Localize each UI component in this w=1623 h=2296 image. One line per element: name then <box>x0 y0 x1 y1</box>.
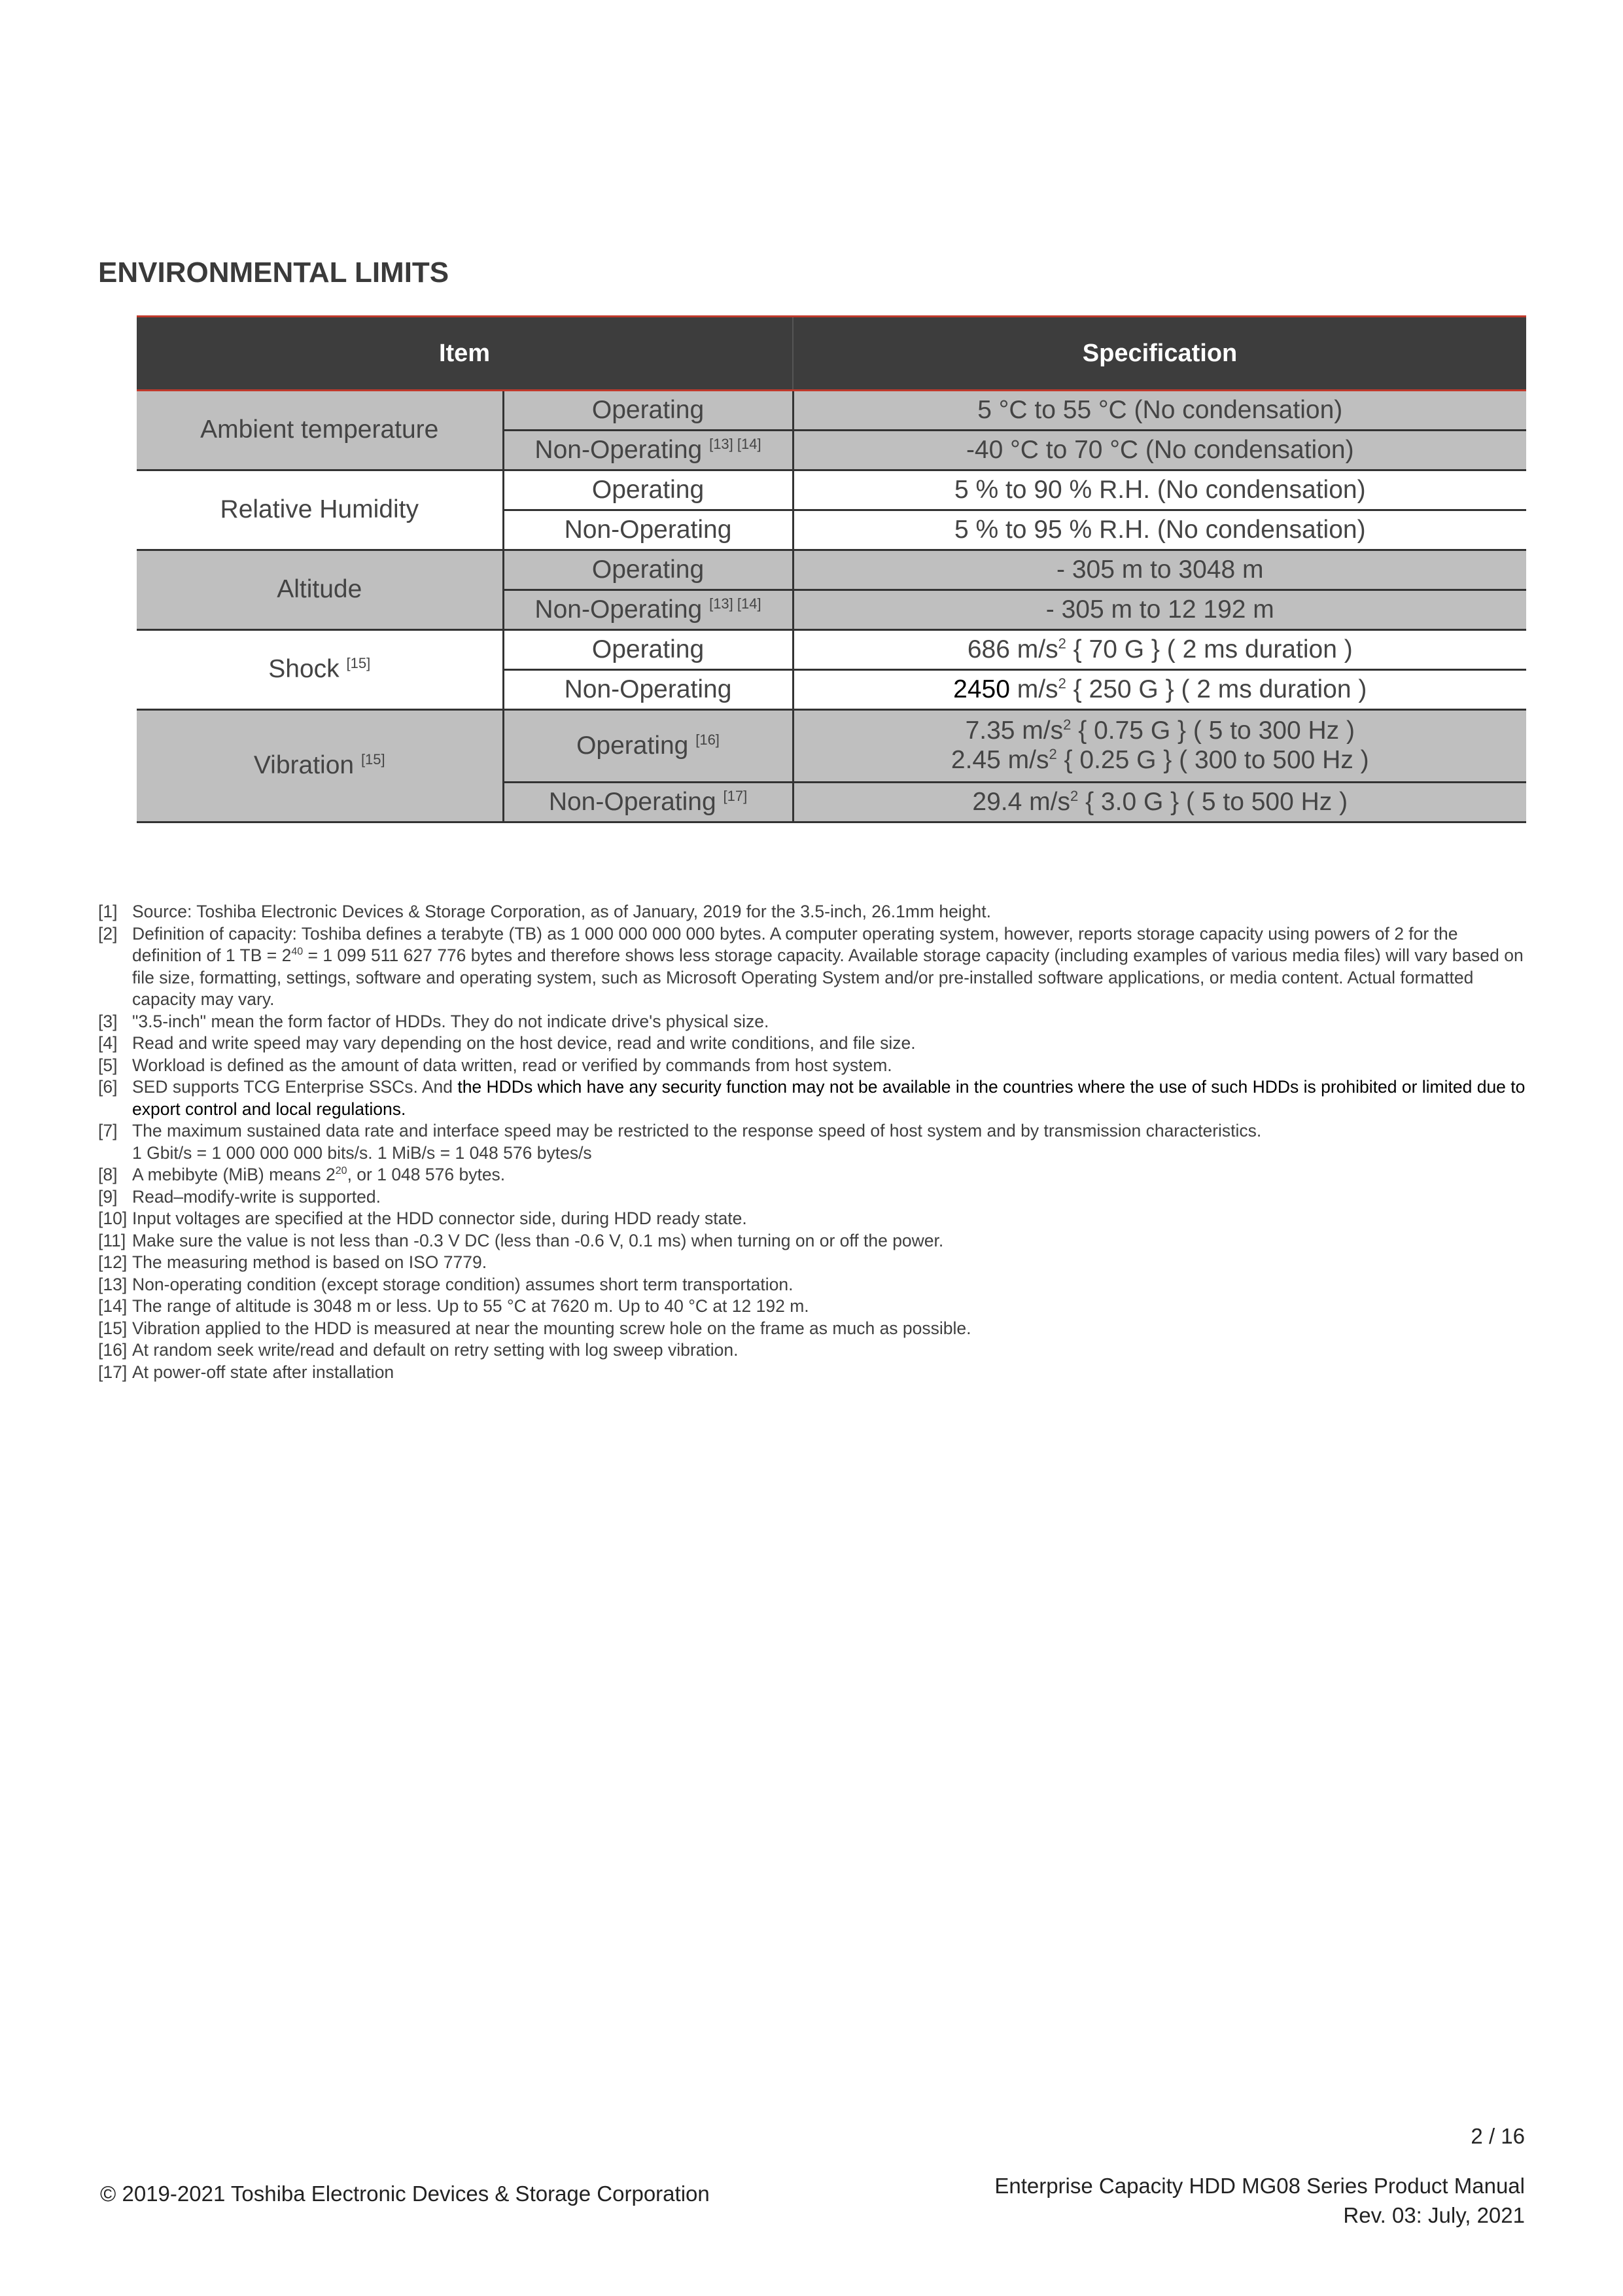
footnote-number: [12] <box>98 1252 128 1272</box>
condition-cell <box>503 391 793 431</box>
footnote-ref: [15] <box>360 751 385 768</box>
item-altitude <box>137 550 503 630</box>
item-label: Relative Humidity <box>220 495 419 524</box>
spec-exponent: 2 <box>1063 716 1072 733</box>
footnote-exponent: 20 <box>335 1165 347 1176</box>
footnote-text: Source: Toshiba Electronic Devices & Storage Corporation, as of January, 2019 for the 3.5-inch, 26.1mm height. <box>132 902 991 921</box>
footnote-number: [7] <box>98 1121 118 1140</box>
spec-value: 29.4 m/s <box>972 787 1070 816</box>
footnote <box>98 1274 1531 1296</box>
spec-cell <box>793 710 1526 783</box>
table-row <box>137 391 1526 431</box>
item-label: Shock <box>268 655 340 684</box>
spec-line <box>794 716 1527 746</box>
footnote-text-part: , or 1 048 576 bytes. <box>347 1165 506 1184</box>
footnote-text-part: Definition of capacity: Toshiba defines a terabyte (TB) as 1 000 000 000 000 bytes. A computer operating system, however, reports storage capacity using powers of 2 for the definition of 1 TB = 2 <box>132 923 1458 965</box>
footnote-text-part: A mebibyte (MiB) means 2 <box>132 1165 336 1184</box>
spec-value: 2450 <box>953 675 1010 703</box>
spec-exponent: 2 <box>1058 635 1066 652</box>
condition-cell <box>503 670 793 710</box>
spec-cell <box>793 783 1526 822</box>
spec-unit: m/s <box>1009 635 1058 663</box>
footnote-ref: [13] [14] <box>709 595 761 612</box>
manual-revision: Rev. 03: July, 2021 <box>1343 2203 1525 2227</box>
footnote-number: [10] <box>98 1209 128 1228</box>
condition-cell <box>503 710 793 783</box>
table-row <box>137 710 1526 783</box>
footnote-text <box>132 1076 1531 1120</box>
environmental-limits-table <box>137 315 1526 823</box>
footnote-text: Make sure the value is not less than -0.3 V DC (less than -0.6 V, 0.1 ms) when turning on or off the power. <box>132 1230 944 1250</box>
footnote-text: At random seek write/read and default on retry setting with log sweep vibration. <box>132 1340 739 1360</box>
spec-rest: { 70 G } ( 2 ms duration ) <box>1066 635 1353 663</box>
condition-label: Non-Operating <box>534 435 703 464</box>
footnotes <box>98 901 1531 1383</box>
spec-rest: { 250 G } ( 2 ms duration ) <box>1066 675 1367 703</box>
footnote-text: Input voltages are specified at the HDD connector side, during HDD ready state. <box>132 1209 747 1228</box>
footnote <box>98 1076 1531 1120</box>
footnote <box>98 1362 1531 1384</box>
footnote-text-part: the HDDs which have any security function may not be available in the countries where the use of such HDDs is prohibited or limited due to export control and local regulations. <box>132 1077 1526 1119</box>
condition-cell <box>503 431 793 470</box>
page-number: 2 / 16 <box>1471 2124 1525 2148</box>
item-label: Altitude <box>277 575 362 604</box>
footnote-text-part: The maximum sustained data rate and interface speed may be restricted to the response speed of host system and by transmission characteristics. <box>132 1121 1262 1140</box>
spec-cell <box>793 630 1526 670</box>
footnote-exponent: 40 <box>291 946 304 957</box>
header-specification: Specification <box>793 317 1526 391</box>
footnote-text-part: 1 Gbit/s = 1 000 000 000 bits/s. 1 MiB/s = 1 048 576 bytes/s <box>132 1142 592 1163</box>
spec-cell: 5 % to 90 % R.H. (No condensation) <box>793 470 1526 510</box>
footnote <box>98 1033 1531 1055</box>
spec-cell: 5 °C to 55 °C (No condensation) <box>793 391 1526 431</box>
footnote-number: [16] <box>98 1340 128 1360</box>
condition-label: Operating <box>591 555 705 584</box>
table-header-row <box>137 317 1526 391</box>
footnote <box>98 1164 1531 1186</box>
footnote <box>98 1339 1531 1362</box>
footnote <box>98 1055 1531 1077</box>
condition-label: Non-Operating <box>564 675 732 703</box>
table-row <box>137 630 1526 670</box>
footnote-text: The range of altitude is 3048 m or less. Up to 55 °C at 7620 m. Up to 40 °C at 12 192 m. <box>132 1296 809 1316</box>
condition-label: Non-Operating <box>564 515 732 544</box>
footnote <box>98 1252 1531 1274</box>
condition-label: Non-Operating <box>548 787 716 816</box>
footnote-text-part: SED supports TCG Enterprise SSCs. And <box>132 1077 458 1097</box>
table-row <box>137 550 1526 590</box>
footnote-number: [14] <box>98 1296 128 1316</box>
footnote-text: At power-off state after installation <box>132 1362 394 1382</box>
condition-label: Operating <box>591 635 705 663</box>
footnote <box>98 1186 1531 1209</box>
footnote-number: [1] <box>98 902 118 921</box>
spec-cell: - 305 m to 3048 m <box>793 550 1526 590</box>
footnote-number: [2] <box>98 923 118 944</box>
footnote-number: [5] <box>98 1055 118 1075</box>
item-vibration <box>137 710 503 822</box>
footnote <box>98 1318 1531 1340</box>
footnote-text: Vibration applied to the HDD is measured at near the mounting screw hole on the frame as much as possible. <box>132 1318 971 1338</box>
spec-cell: - 305 m to 12 192 m <box>793 590 1526 630</box>
footnote <box>98 1296 1531 1318</box>
footnote-number: [13] <box>98 1274 128 1294</box>
footnote-text: Non-operating condition (except storage condition) assumes short term transportation. <box>132 1274 794 1294</box>
condition-label: Operating <box>591 395 705 424</box>
spec-value: 686 <box>967 635 1010 663</box>
condition-cell <box>503 590 793 630</box>
condition-cell <box>503 630 793 670</box>
footnote <box>98 1120 1531 1164</box>
footnote <box>98 923 1531 1011</box>
footnote <box>98 1230 1531 1252</box>
footnote-text <box>132 1120 1531 1164</box>
copyright-notice: © 2019-2021 Toshiba Electronic Devices & Storage Corporation <box>100 2181 710 2206</box>
footnote-text: The measuring method is based on ISO 7779. <box>132 1252 487 1272</box>
footnote-ref: [13] [14] <box>709 435 761 452</box>
spec-cell <box>793 670 1526 710</box>
manual-title: Enterprise Capacity HDD MG08 Series Product Manual <box>994 2174 1525 2198</box>
footnote-number: [11] <box>98 1230 126 1250</box>
footnote-number: [3] <box>98 1011 118 1031</box>
section-title: ENVIRONMENTAL LIMITS <box>98 256 449 289</box>
spec-value: 2.45 m/s <box>951 746 1049 774</box>
condition-cell <box>503 550 793 590</box>
footnote-number: [8] <box>98 1165 118 1184</box>
footnote <box>98 901 1531 923</box>
footnote-text-part: = 1 099 511 627 776 bytes and therefore shows less storage capacity. Available storage capacity (including examples of various media files) will vary based on file size, formatting, settings, software and operating system, such as Microsoft Operating System and/or pre-installed software applications, or media content. Actual formatted capacity may vary. <box>132 945 1524 1009</box>
spec-rest: { 0.25 G } ( 300 to 500 Hz ) <box>1056 746 1369 774</box>
spec-exponent: 2 <box>1049 746 1057 762</box>
footnote-number: [6] <box>98 1077 118 1097</box>
footnote-number: [9] <box>98 1186 118 1207</box>
footnote-ref: [17] <box>723 787 748 804</box>
footnote-text: Read and write speed may vary depending on the host device, read and write conditions, and file size. <box>132 1033 916 1053</box>
footnote-text: "3.5-inch" mean the form factor of HDDs. They do not indicate drive's physical size. <box>132 1011 769 1031</box>
condition-label: Operating <box>576 731 689 760</box>
footnote-number: [17] <box>98 1362 128 1382</box>
item-relative-humidity <box>137 470 503 550</box>
table-row <box>137 470 1526 510</box>
spec-exponent: 2 <box>1070 787 1079 804</box>
footnote-ref: [15] <box>346 655 371 672</box>
spec-value: 7.35 m/s <box>965 716 1064 745</box>
footnote-text: Workload is defined as the amount of data written, read or verified by commands from host system. <box>132 1055 892 1075</box>
spec-exponent: 2 <box>1058 675 1066 692</box>
spec-rest: { 0.75 G } ( 5 to 300 Hz ) <box>1071 716 1355 745</box>
condition-cell <box>503 470 793 510</box>
footnote <box>98 1208 1531 1230</box>
condition-label: Operating <box>591 475 705 504</box>
footnote-ref: [16] <box>695 731 720 748</box>
footnote-text <box>132 1164 1531 1186</box>
item-label: Ambient temperature <box>200 415 439 444</box>
item-shock <box>137 630 503 710</box>
footnote-number: [4] <box>98 1033 118 1053</box>
condition-label: Non-Operating <box>534 595 703 624</box>
spec-unit: m/s <box>1009 675 1058 703</box>
spec-cell: -40 °C to 70 °C (No condensation) <box>793 431 1526 470</box>
condition-cell <box>503 783 793 822</box>
footnote <box>98 1011 1531 1033</box>
spec-cell: 5 % to 95 % R.H. (No condensation) <box>793 510 1526 550</box>
footnote-text <box>132 923 1531 1011</box>
item-ambient-temperature <box>137 391 503 470</box>
condition-cell <box>503 510 793 550</box>
spec-line <box>794 746 1527 775</box>
header-item: Item <box>137 317 793 391</box>
spec-rest: { 3.0 G } ( 5 to 500 Hz ) <box>1078 787 1348 816</box>
footnote-text: Read–modify-write is supported. <box>132 1186 381 1207</box>
item-label: Vibration <box>253 751 355 780</box>
footnote-number: [15] <box>98 1318 128 1338</box>
